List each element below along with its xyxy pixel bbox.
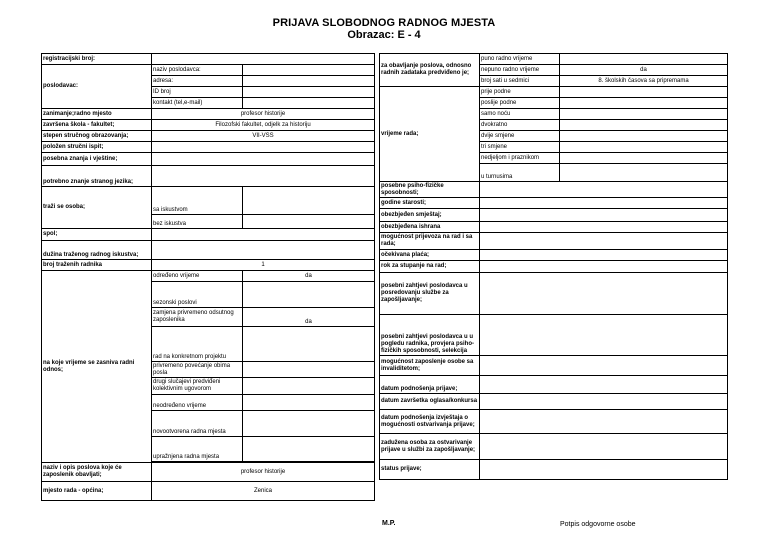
table-row xyxy=(42,142,375,153)
field-value[interactable]: 8. školskih časova sa pripremama xyxy=(560,76,728,87)
table-row xyxy=(380,376,728,394)
stamp-label: M.P. xyxy=(382,520,396,527)
field-label: posebni zahtjevi poslodavca u u pogledu radnika, provjera psiho-fizičkih sposobnosti, selekcija xyxy=(380,315,480,356)
field-label: nedjeljom i praznikom xyxy=(480,153,560,164)
field-label: prije podne xyxy=(480,87,560,98)
field-label: posebna znanja i vještine; xyxy=(42,153,152,166)
field-value[interactable] xyxy=(480,233,728,250)
field-value[interactable] xyxy=(480,356,728,376)
field-label: datum podnošenja izvještaja o mogućnosti ostvarivanja prijave; xyxy=(380,410,480,434)
field-label: datum podnošenja prijave; xyxy=(380,376,480,394)
field-value[interactable] xyxy=(243,87,375,98)
form-title: PRIJAVA SLOBODNOG RADNOG MJESTA xyxy=(272,17,496,29)
field-label: rad na konkretnom projektu xyxy=(152,327,243,362)
field-label: datum završetka oglasa/konkursa xyxy=(380,394,480,410)
field-label: broj traženih radnika xyxy=(42,260,152,271)
form-code: Obrazac: E - 4 xyxy=(347,29,421,41)
field-label: mogućnost prijevoza na rad i sa rada; xyxy=(380,233,480,250)
field-value[interactable] xyxy=(243,437,375,462)
table-row xyxy=(380,222,728,233)
field-label: očekivana plaća; xyxy=(380,250,480,261)
table-row xyxy=(42,120,375,131)
table-row xyxy=(380,273,728,315)
field-label: privremeno povećanje obima posla xyxy=(152,362,243,378)
field-label: neodređeno vrijeme xyxy=(152,395,243,411)
field-label: posebne psiho-fizičke sposobnosti; xyxy=(380,182,480,198)
field-value[interactable] xyxy=(243,378,375,395)
field-label: dvije smjene xyxy=(480,131,560,142)
field-value[interactable] xyxy=(480,261,728,273)
field-label: bez iskustva xyxy=(152,215,243,229)
field-label: godine starosti; xyxy=(380,198,480,209)
field-label: završena škola - fakultet; xyxy=(42,120,152,131)
field-value[interactable] xyxy=(560,109,728,120)
field-label: dužina traženog radnog iskustva; xyxy=(42,241,152,260)
table-row xyxy=(380,233,728,250)
table-row xyxy=(42,166,375,187)
field-label: rok za stupanje na rad; xyxy=(380,261,480,273)
field-value[interactable] xyxy=(152,241,375,260)
field-label: tri smjene xyxy=(480,142,560,153)
table-row xyxy=(380,87,728,98)
field-value[interactable] xyxy=(243,65,375,76)
table-row xyxy=(380,434,728,460)
field-label: dvokratno xyxy=(480,120,560,131)
field-label: nepuno radno vrijeme xyxy=(480,65,560,76)
table-row xyxy=(42,271,375,282)
field-label: zanimanje;radno mjesto xyxy=(42,109,152,120)
table-row xyxy=(380,261,728,273)
field-value[interactable] xyxy=(152,229,375,241)
table-row xyxy=(380,315,728,356)
table-row xyxy=(42,65,375,76)
field-label: drugi slučajevi predviđeni kolektivnim ugovorom xyxy=(152,378,243,395)
field-value[interactable] xyxy=(243,362,375,378)
table-row xyxy=(42,54,375,65)
field-value[interactable] xyxy=(152,166,375,187)
field-value[interactable] xyxy=(243,411,375,437)
table-row xyxy=(380,182,728,198)
field-value[interactable] xyxy=(560,87,728,98)
field-label: položen stručni ispit; xyxy=(42,142,152,153)
field-label: traži se osoba; xyxy=(42,187,152,229)
field-value[interactable]: da xyxy=(243,308,375,327)
field-value[interactable] xyxy=(560,131,728,142)
field-label: mjesto rada - općina; xyxy=(42,482,152,501)
table-row xyxy=(42,482,375,501)
field-value[interactable] xyxy=(480,273,728,315)
field-label: status prijave; xyxy=(380,460,480,480)
field-value[interactable]: da xyxy=(560,65,728,76)
table-row xyxy=(380,209,728,222)
table-row xyxy=(42,153,375,166)
field-value[interactable] xyxy=(480,182,728,198)
field-value[interactable] xyxy=(243,327,375,362)
table-row xyxy=(42,463,375,482)
field-value[interactable] xyxy=(560,120,728,131)
field-value[interactable] xyxy=(480,376,728,394)
field-label: sa iskustvom xyxy=(152,187,243,215)
field-value[interactable]: Filozofski fakultet, odjelk za historiju xyxy=(152,120,375,131)
table-row xyxy=(380,356,728,376)
field-value[interactable] xyxy=(243,187,375,215)
table-row xyxy=(42,131,375,142)
field-label: puno radno vrijeme xyxy=(480,54,560,65)
field-label: određeno vrijeme xyxy=(152,271,243,282)
field-label: ID broj xyxy=(152,87,243,98)
field-value[interactable] xyxy=(560,54,728,65)
field-value[interactable]: da xyxy=(243,271,375,282)
field-label: poslije podne xyxy=(480,98,560,109)
field-label: za obavljanje poslova, odnosno radnih zadataka predviđeno je; xyxy=(380,54,480,87)
field-value[interactable] xyxy=(480,434,728,460)
field-label: sezonski poslovi xyxy=(152,282,243,308)
signature-label: Potpis odgovorne osobe xyxy=(560,521,636,528)
field-value[interactable]: Zenica xyxy=(152,482,375,501)
field-label: samo noću xyxy=(480,109,560,120)
field-label: obezbjeđena ishrana xyxy=(380,222,480,233)
field-label: vrijeme rada; xyxy=(380,87,480,182)
field-label: obezbjeđen smještaj; xyxy=(380,209,480,222)
field-value[interactable]: 1 xyxy=(152,260,375,271)
field-label: na koje vrijeme se zasniva radni odnos; xyxy=(42,271,152,463)
field-value[interactable] xyxy=(243,395,375,411)
field-value[interactable] xyxy=(560,142,728,153)
field-value[interactable] xyxy=(560,153,728,164)
field-value[interactable] xyxy=(243,98,375,109)
field-value[interactable] xyxy=(152,54,375,65)
field-value[interactable] xyxy=(480,209,728,222)
field-value[interactable] xyxy=(480,460,728,480)
field-label: adresa: xyxy=(152,76,243,87)
field-value[interactable]: profesor historije xyxy=(152,109,375,120)
table-row xyxy=(42,187,375,215)
field-label: zamjena privremeno odsutnog zaposlenika xyxy=(152,308,243,327)
table-row xyxy=(380,460,728,480)
field-label: posebni zahtjevi poslodavca u posredovanju službe za zapošljavanje; xyxy=(380,273,480,315)
field-label: registracijski broj: xyxy=(42,54,152,65)
field-value[interactable] xyxy=(480,250,728,261)
field-label: stepen stručnog obrazovanja; xyxy=(42,131,152,142)
field-value[interactable]: VII-VSS xyxy=(152,131,375,142)
field-label: u turnusima xyxy=(480,164,560,182)
field-value[interactable] xyxy=(480,410,728,434)
table-row xyxy=(42,241,375,260)
table-row xyxy=(42,109,375,120)
field-value[interactable] xyxy=(243,76,375,87)
field-label: mogućnost zaposlenje osobe sa invaliditetom; xyxy=(380,356,480,376)
field-label: poslodavac: xyxy=(42,65,152,109)
field-label: naziv i opis poslova koje će zaposlenik obavljati; xyxy=(42,463,152,482)
field-value[interactable] xyxy=(480,198,728,209)
table-row xyxy=(380,410,728,434)
field-label: potrebno znanje stranog jezika; xyxy=(42,166,152,187)
right-form-table xyxy=(379,53,728,480)
field-value[interactable] xyxy=(480,222,728,233)
field-value[interactable] xyxy=(243,215,375,229)
field-value[interactable] xyxy=(480,394,728,410)
field-label: spol; xyxy=(42,229,152,241)
table-row xyxy=(380,54,728,65)
field-label: broj sati u sedmici xyxy=(480,76,560,87)
table-row xyxy=(380,250,728,261)
left-form-table xyxy=(41,53,375,501)
table-row xyxy=(380,394,728,410)
field-label: novootvorena radna mjesta xyxy=(152,411,243,437)
field-value[interactable] xyxy=(560,164,728,182)
field-label: upražnjena radna mjesta xyxy=(152,437,243,462)
field-label: zadužena osoba za ostvarivanje prijave u službi za zapošljavanje; xyxy=(380,434,480,460)
field-value[interactable] xyxy=(152,142,375,153)
field-value[interactable]: profesor historije xyxy=(152,463,375,482)
field-value[interactable] xyxy=(243,282,375,308)
field-label: kontakt (tel,e-mail) xyxy=(152,98,243,109)
field-value[interactable] xyxy=(560,98,728,109)
field-value[interactable] xyxy=(480,315,728,356)
field-value[interactable] xyxy=(152,153,375,166)
table-row xyxy=(42,260,375,271)
table-row xyxy=(42,229,375,241)
table-row xyxy=(380,198,728,209)
field-label: naziv poslodavca: xyxy=(152,65,243,76)
